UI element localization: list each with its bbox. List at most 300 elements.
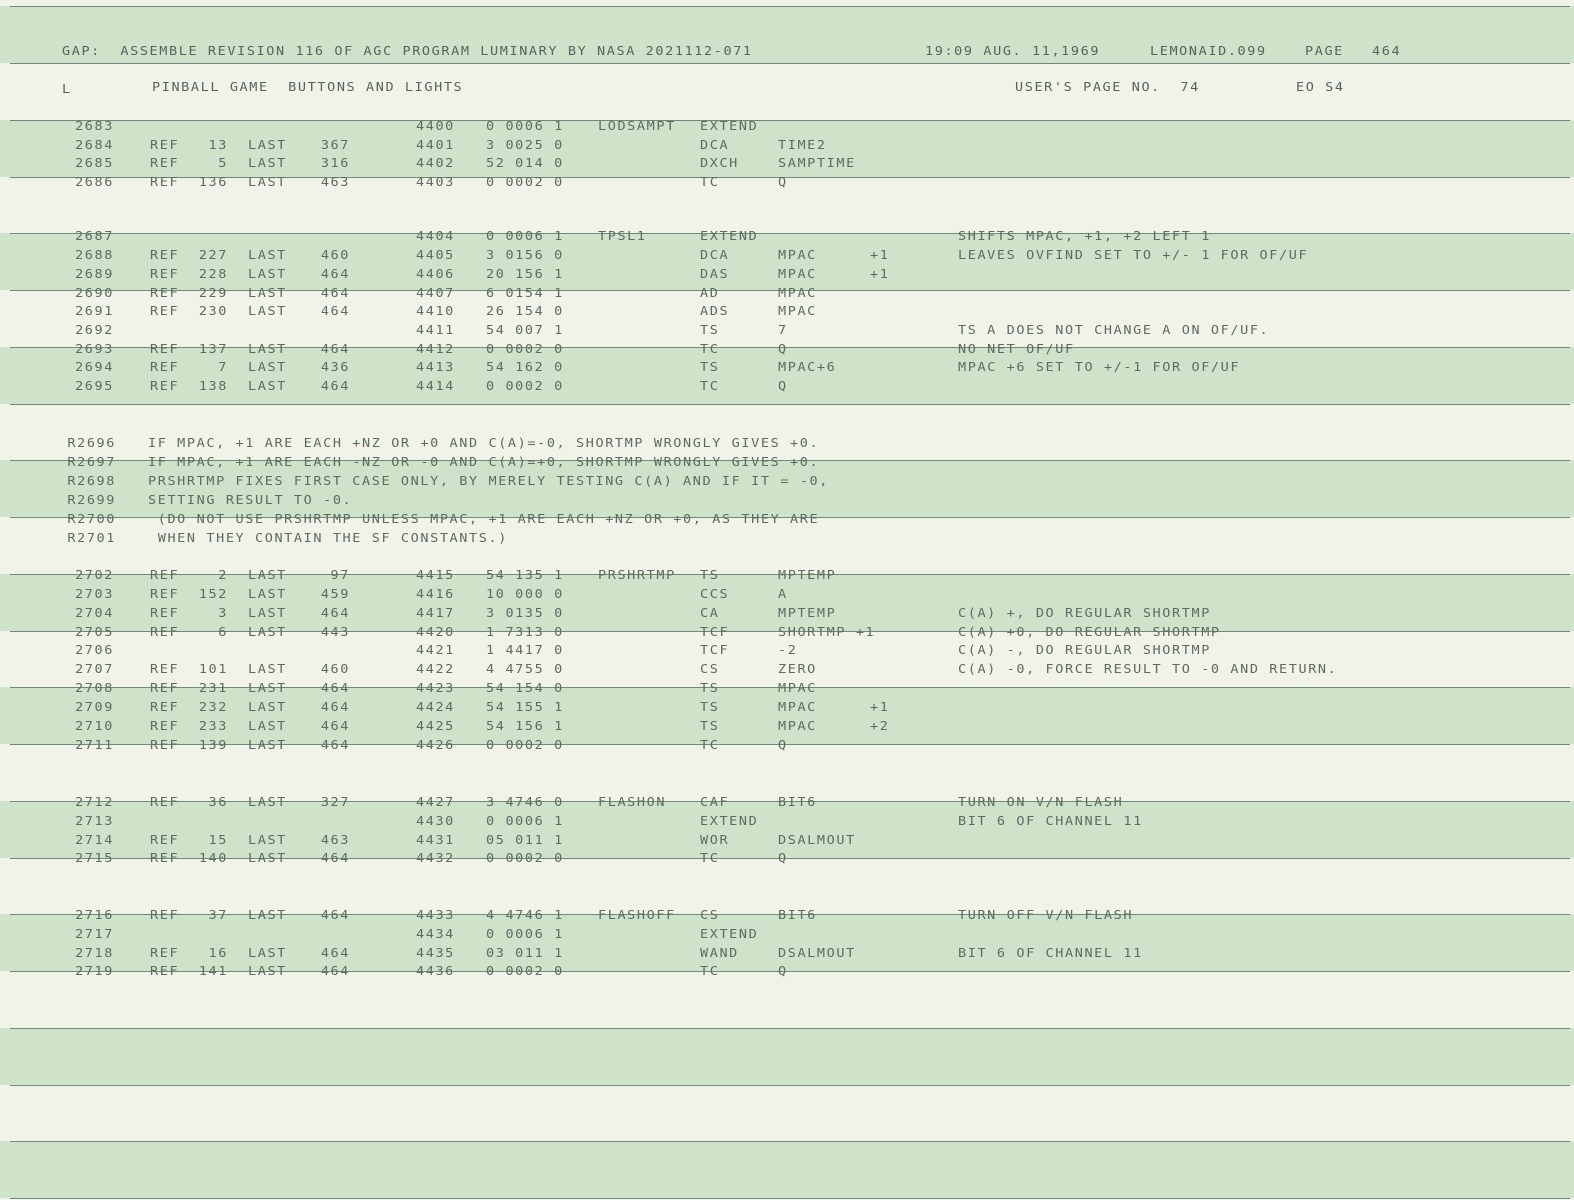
users-page-number: USER'S PAGE NO. 74: [1015, 80, 1200, 95]
listing-addr: 4411: [416, 323, 455, 338]
listing-op: TC: [700, 175, 720, 190]
listing-ref: REF: [150, 700, 180, 715]
listing-lastn: 367: [320, 138, 350, 153]
listing-line: 2690: [75, 286, 114, 301]
listing-addr: 4415: [416, 568, 455, 583]
listing-lastn: 464: [320, 286, 350, 301]
listing-addr: 4406: [416, 267, 455, 282]
paper-rule: [10, 971, 1570, 972]
listing-refn: 13: [208, 138, 228, 153]
listing-ref: REF: [150, 342, 180, 357]
listing-refn: 36: [208, 795, 228, 810]
listing-operand: DSALMOUT: [778, 833, 856, 848]
listing-addr: 4414: [416, 379, 455, 394]
listing-line: 2718: [75, 946, 114, 961]
listing-operand: MPAC: [778, 248, 817, 263]
assembly-title: GAP: ASSEMBLE REVISION 116 OF AGC PROGRAM LUMINARY BY NASA 2021112-071: [62, 44, 753, 59]
listing-comment: TURN OFF V/N FLASH: [958, 908, 1134, 923]
listing-addr: 4403: [416, 175, 455, 190]
listing-last: LAST: [248, 681, 287, 696]
listing-lastn: 464: [320, 719, 350, 734]
remark-line-number: R2701: [67, 531, 116, 546]
listing-refn: 137: [198, 342, 228, 357]
listing-line: 2711: [75, 738, 114, 753]
listing-line: 2684: [75, 138, 114, 153]
section-title: PINBALL GAME BUTTONS AND LIGHTS: [152, 80, 464, 95]
listing-ref: REF: [150, 719, 180, 734]
remark-text: (DO NOT USE PRSHRTMP UNLESS MPAC, +1 ARE EACH +NZ OR +0, AS THEY ARE: [148, 512, 820, 527]
listing-code: 4 4746 1: [486, 908, 564, 923]
listing-refn: 138: [198, 379, 228, 394]
listing-line: 2717: [75, 927, 114, 942]
section-letter: L: [62, 82, 72, 97]
listing-last: LAST: [248, 379, 287, 394]
listing-last: LAST: [248, 304, 287, 319]
listing-operand: ZERO: [778, 662, 817, 677]
listing-lastn: 464: [320, 946, 350, 961]
listing-line: 2702: [75, 568, 114, 583]
listing-addr: 4423: [416, 681, 455, 696]
paper-rule: [10, 1028, 1570, 1029]
listing-op: WOR: [700, 833, 730, 848]
listing-addr: 4434: [416, 927, 455, 942]
listing-addr: 4416: [416, 587, 455, 602]
listing-op: TS: [700, 568, 720, 583]
listing-refn: 2: [218, 568, 228, 583]
remark-line-number: R2700: [67, 512, 116, 527]
listing-ref: REF: [150, 606, 180, 621]
listing-operand: Q: [778, 964, 788, 979]
listing-refn: 7: [218, 360, 228, 375]
listing-code: 20 156 1: [486, 267, 564, 282]
listing-ref: REF: [150, 568, 180, 583]
listing-addr: 4401: [416, 138, 455, 153]
listing-op: DAS: [700, 267, 730, 282]
listing-op: TC: [700, 342, 720, 357]
listing-comment: C(A) +, DO REGULAR SHORTMP: [958, 606, 1211, 621]
listing-refn: 16: [208, 946, 228, 961]
listing-op: EXTEND: [700, 119, 759, 134]
listing-addr: 4421: [416, 643, 455, 658]
listing-line: 2689: [75, 267, 114, 282]
listing-code: 05 011 1: [486, 833, 564, 848]
listing-code: 3 0025 0: [486, 138, 564, 153]
listing-line: 2713: [75, 814, 114, 829]
listing-ref: REF: [150, 587, 180, 602]
listing-addr: 4405: [416, 248, 455, 263]
listing-operand: MPAC: [778, 286, 817, 301]
listing-op: CA: [700, 606, 720, 621]
listing-addr: 4413: [416, 360, 455, 375]
listing-op: TC: [700, 738, 720, 753]
listing-lastn: 463: [320, 175, 350, 190]
listing-label: PRSHRTMP: [598, 568, 676, 583]
listing-operand: Q: [778, 851, 788, 866]
listing-comment: C(A) +0, DO REGULAR SHORTMP: [958, 625, 1221, 640]
listing-addr: 4433: [416, 908, 455, 923]
listing-label: FLASHON: [598, 795, 667, 810]
listing-mod: +1: [870, 700, 890, 715]
listing-refn: 37: [208, 908, 228, 923]
listing-code: 0 0002 0: [486, 379, 564, 394]
listing-addr: 4430: [416, 814, 455, 829]
listing-addr: 4427: [416, 795, 455, 810]
remark-line-number: R2698: [67, 474, 116, 489]
listing-code: 54 156 1: [486, 719, 564, 734]
listing-addr: 4424: [416, 700, 455, 715]
listing-label: TPSL1: [598, 229, 647, 244]
listing-op: TS: [700, 323, 720, 338]
listing-operand: MPAC: [778, 719, 817, 734]
listing-code: 3 4746 0: [486, 795, 564, 810]
listing-mod: +1: [870, 267, 890, 282]
listing-addr: 4402: [416, 156, 455, 171]
listing-code: 26 154 0: [486, 304, 564, 319]
listing-code: 0 0002 0: [486, 851, 564, 866]
listing-ref: REF: [150, 138, 180, 153]
remark-text: SETTING RESULT TO -0.: [148, 493, 353, 508]
listing-last: LAST: [248, 267, 287, 282]
listing-last: LAST: [248, 964, 287, 979]
listing-last: LAST: [248, 795, 287, 810]
listing-code: 1 7313 0: [486, 625, 564, 640]
listing-last: LAST: [248, 738, 287, 753]
listing-operand: TIME2: [778, 138, 827, 153]
listing-mod: +2: [870, 719, 890, 734]
listing-refn: 228: [198, 267, 228, 282]
listing-ref: REF: [150, 156, 180, 171]
remark-line-number: R2696: [67, 436, 116, 451]
listing-line: 2691: [75, 304, 114, 319]
listing-addr: 4425: [416, 719, 455, 734]
listing-lastn: 460: [320, 248, 350, 263]
remark-text: IF MPAC, +1 ARE EACH -NZ OR -0 AND C(A)=+0, SHORTMP WRONGLY GIVES +0.: [148, 455, 820, 470]
listing-op: ADS: [700, 304, 730, 319]
listing-comment: TURN ON V/N FLASH: [958, 795, 1124, 810]
assembly-timestamp: 19:09 AUG. 11,1969: [925, 44, 1101, 59]
listing-lastn: 464: [320, 379, 350, 394]
listing-operand: MPAC: [778, 304, 817, 319]
listing-refn: 3: [218, 606, 228, 621]
listing-code: 0 0002 0: [486, 342, 564, 357]
paper-rule: [10, 6, 1570, 7]
listing-code: 3 0156 0: [486, 248, 564, 263]
listing-last: LAST: [248, 908, 287, 923]
listing-refn: 227: [198, 248, 228, 263]
listing-operand: MPAC+6: [778, 360, 837, 375]
listing-op: TS: [700, 681, 720, 696]
listing-file: LEMONAID.099: [1150, 44, 1267, 59]
listing-lastn: 316: [320, 156, 350, 171]
listing-refn: 141: [198, 964, 228, 979]
listing-op: EXTEND: [700, 814, 759, 829]
listing-line: 2715: [75, 851, 114, 866]
listing-comment: NO NET OF/UF: [958, 342, 1075, 357]
listing-ref: REF: [150, 833, 180, 848]
listing-line: 2683: [75, 119, 114, 134]
listing-last: LAST: [248, 700, 287, 715]
paper-rule: [10, 1085, 1570, 1086]
paper-rule: [10, 858, 1570, 859]
listing-code: 54 135 1: [486, 568, 564, 583]
listing-lastn: 97: [330, 568, 350, 583]
listing-addr: 4410: [416, 304, 455, 319]
listing-addr: 4432: [416, 851, 455, 866]
listing-refn: 136: [198, 175, 228, 190]
listing-ref: REF: [150, 625, 180, 640]
listing-label: FLASHOFF: [598, 908, 676, 923]
paper-rule: [10, 1198, 1570, 1199]
listing-ref: REF: [150, 851, 180, 866]
listing-refn: 15: [208, 833, 228, 848]
listing-refn: 139: [198, 738, 228, 753]
listing-line: 2695: [75, 379, 114, 394]
listing-refn: 140: [198, 851, 228, 866]
listing-line: 2719: [75, 964, 114, 979]
remark-line-number: R2699: [67, 493, 116, 508]
listing-operand: Q: [778, 738, 788, 753]
listing-code: 10 000 0: [486, 587, 564, 602]
listing-lastn: 327: [320, 795, 350, 810]
page-label: PAGE: [1305, 44, 1344, 59]
listing-comment: BIT 6 OF CHANNEL 11: [958, 814, 1143, 829]
listing-code: 03 011 1: [486, 946, 564, 961]
listing-last: LAST: [248, 342, 287, 357]
listing-last: LAST: [248, 833, 287, 848]
listing-last: LAST: [248, 248, 287, 263]
listing-lastn: 436: [320, 360, 350, 375]
listing-operand: MPAC: [778, 267, 817, 282]
listing-lastn: 463: [320, 833, 350, 848]
listing-ref: REF: [150, 379, 180, 394]
listing-addr: 4436: [416, 964, 455, 979]
listing-code: 0 0006 1: [486, 229, 564, 244]
listing-addr: 4435: [416, 946, 455, 961]
listing-op: TS: [700, 719, 720, 734]
listing-code: 52 014 0: [486, 156, 564, 171]
paper-rule: [10, 347, 1570, 348]
listing-ref: REF: [150, 662, 180, 677]
listing-code: 54 162 0: [486, 360, 564, 375]
listing-comment: LEAVES OVFIND SET TO +/- 1 FOR OF/UF: [958, 248, 1309, 263]
remark-text: IF MPAC, +1 ARE EACH +NZ OR +0 AND C(A)=-0, SHORTMP WRONGLY GIVES +0.: [148, 436, 820, 451]
listing-op: EXTEND: [700, 229, 759, 244]
listing-operand: MPAC: [778, 681, 817, 696]
listing-lastn: 464: [320, 851, 350, 866]
listing-operand: MPTEMP: [778, 606, 837, 621]
listing-ref: REF: [150, 286, 180, 301]
listing-op: CCS: [700, 587, 730, 602]
listing-refn: 233: [198, 719, 228, 734]
listing-refn: 229: [198, 286, 228, 301]
listing-refn: 6: [218, 625, 228, 640]
listing-op: TC: [700, 964, 720, 979]
listing-code: 4 4755 0: [486, 662, 564, 677]
listing-comment: TS A DOES NOT CHANGE A ON OF/UF.: [958, 323, 1270, 338]
listing-last: LAST: [248, 606, 287, 621]
listing-op: AD: [700, 286, 720, 301]
listing-operand: Q: [778, 342, 788, 357]
listing-line: 2704: [75, 606, 114, 621]
listing-code: 0 0002 0: [486, 738, 564, 753]
listing-ref: REF: [150, 964, 180, 979]
listing-op: TC: [700, 379, 720, 394]
listing-last: LAST: [248, 662, 287, 677]
listing-lastn: 464: [320, 681, 350, 696]
listing-code: 1 4417 0: [486, 643, 564, 658]
listing-label: LODSAMPT: [598, 119, 676, 134]
listing-addr: 4426: [416, 738, 455, 753]
listing-last: LAST: [248, 360, 287, 375]
listing-code: 54 154 0: [486, 681, 564, 696]
paper-band: [0, 1028, 1574, 1085]
listing-op: DCA: [700, 248, 730, 263]
listing-lastn: 464: [320, 342, 350, 357]
listing-ref: REF: [150, 946, 180, 961]
listing-ref: REF: [150, 681, 180, 696]
listing-code: 3 0135 0: [486, 606, 564, 621]
listing-comment: C(A) -0, FORCE RESULT TO -0 AND RETURN.: [958, 662, 1338, 677]
listing-code: 0 0006 1: [486, 814, 564, 829]
paper-rule: [10, 1141, 1570, 1142]
listing-last: LAST: [248, 156, 287, 171]
listing-comment: C(A) -, DO REGULAR SHORTMP: [958, 643, 1211, 658]
listing-ref: REF: [150, 908, 180, 923]
listing-operand: 7: [778, 323, 788, 338]
listing-operand: MPTEMP: [778, 568, 837, 583]
listing-lastn: 459: [320, 587, 350, 602]
listing-comment: SHIFTS MPAC, +1, +2 LEFT 1: [958, 229, 1211, 244]
listing-operand: DSALMOUT: [778, 946, 856, 961]
listing-op: WAND: [700, 946, 739, 961]
listing-last: LAST: [248, 568, 287, 583]
listing-op: CAF: [700, 795, 730, 810]
listing-code: 54 155 1: [486, 700, 564, 715]
listing-op: EXTEND: [700, 927, 759, 942]
paper-rule: [10, 63, 1570, 64]
listing-line: 2685: [75, 156, 114, 171]
listing-op: DCA: [700, 138, 730, 153]
listing-lastn: 460: [320, 662, 350, 677]
listing-op: TS: [700, 700, 720, 715]
listing-lastn: 464: [320, 304, 350, 319]
listing-ref: REF: [150, 738, 180, 753]
listing-op: TS: [700, 360, 720, 375]
listing-op: CS: [700, 908, 720, 923]
listing-addr: 4417: [416, 606, 455, 621]
listing-operand: BIT6: [778, 908, 817, 923]
listing-mod: +1: [870, 248, 890, 263]
listing-line: 2706: [75, 643, 114, 658]
listing-operand: Q: [778, 175, 788, 190]
paper-rule: [10, 177, 1570, 178]
remark-line-number: R2697: [67, 455, 116, 470]
listing-op: TCF: [700, 625, 730, 640]
listing-line: 2703: [75, 587, 114, 602]
listing-lastn: 464: [320, 267, 350, 282]
listing-line: 2716: [75, 908, 114, 923]
listing-code: 0 0002 0: [486, 175, 564, 190]
listing-refn: 230: [198, 304, 228, 319]
listing-last: LAST: [248, 587, 287, 602]
listing-line: 2686: [75, 175, 114, 190]
listing-last: LAST: [248, 175, 287, 190]
remark-text: WHEN THEY CONTAIN THE SF CONSTANTS.): [148, 531, 508, 546]
paper-rule: [10, 404, 1570, 405]
listing-refn: 101: [198, 662, 228, 677]
listing-code: 6 0154 1: [486, 286, 564, 301]
listing-last: LAST: [248, 851, 287, 866]
listing-lastn: 443: [320, 625, 350, 640]
listing-ref: REF: [150, 248, 180, 263]
listing-op: TCF: [700, 643, 730, 658]
listing-refn: 231: [198, 681, 228, 696]
listing-operand: SHORTMP +1: [778, 625, 876, 640]
listing-operand: BIT6: [778, 795, 817, 810]
listing-operand: -2: [778, 643, 798, 658]
listing-ref: REF: [150, 267, 180, 282]
listing-ref: REF: [150, 360, 180, 375]
listing-code: 0 0006 1: [486, 927, 564, 942]
listing-addr: 4404: [416, 229, 455, 244]
listing-line: 2692: [75, 323, 114, 338]
listing-line: 2712: [75, 795, 114, 810]
listing-code: 0 0002 0: [486, 964, 564, 979]
listing-last: LAST: [248, 719, 287, 734]
listing-op: CS: [700, 662, 720, 677]
listing-code: 54 007 1: [486, 323, 564, 338]
remark-text: PRSHRTMP FIXES FIRST CASE ONLY, BY MERELY TESTING C(A) AND IF IT = -0,: [148, 474, 829, 489]
listing-line: 2694: [75, 360, 114, 375]
listing-operand: MPAC: [778, 700, 817, 715]
listing-refn: 152: [198, 587, 228, 602]
listing-addr: 4400: [416, 119, 455, 134]
listing-line: 2687: [75, 229, 114, 244]
listing-ref: REF: [150, 304, 180, 319]
page-number: 464: [1372, 44, 1402, 59]
listing-ref: REF: [150, 175, 180, 190]
listing-line: 2693: [75, 342, 114, 357]
listing-lastn: 464: [320, 964, 350, 979]
listing-comment: BIT 6 OF CHANNEL 11: [958, 946, 1143, 961]
listing-last: LAST: [248, 946, 287, 961]
paper-rule: [10, 233, 1570, 234]
listing-addr: 4431: [416, 833, 455, 848]
listing-operand: SAMPTIME: [778, 156, 856, 171]
listing-last: LAST: [248, 286, 287, 301]
listing-addr: 4422: [416, 662, 455, 677]
listing-line: 2710: [75, 719, 114, 734]
listing-ref: REF: [150, 795, 180, 810]
listing-addr: 4407: [416, 286, 455, 301]
listing-addr: 4420: [416, 625, 455, 640]
listing-code: 0 0006 1: [486, 119, 564, 134]
listing-line: 2707: [75, 662, 114, 677]
paper-rule: [10, 120, 1570, 121]
listing-op: TC: [700, 851, 720, 866]
listing-operand: Q: [778, 379, 788, 394]
eo-marker: EO S4: [1296, 80, 1345, 95]
listing-addr: 4412: [416, 342, 455, 357]
paper-rule: [10, 744, 1570, 745]
listing-lastn: 464: [320, 606, 350, 621]
listing-lastn: 464: [320, 700, 350, 715]
listing-op: DXCH: [700, 156, 739, 171]
listing-lastn: 464: [320, 908, 350, 923]
listing-line: 2709: [75, 700, 114, 715]
listing-line: 2714: [75, 833, 114, 848]
listing-lastn: 464: [320, 738, 350, 753]
